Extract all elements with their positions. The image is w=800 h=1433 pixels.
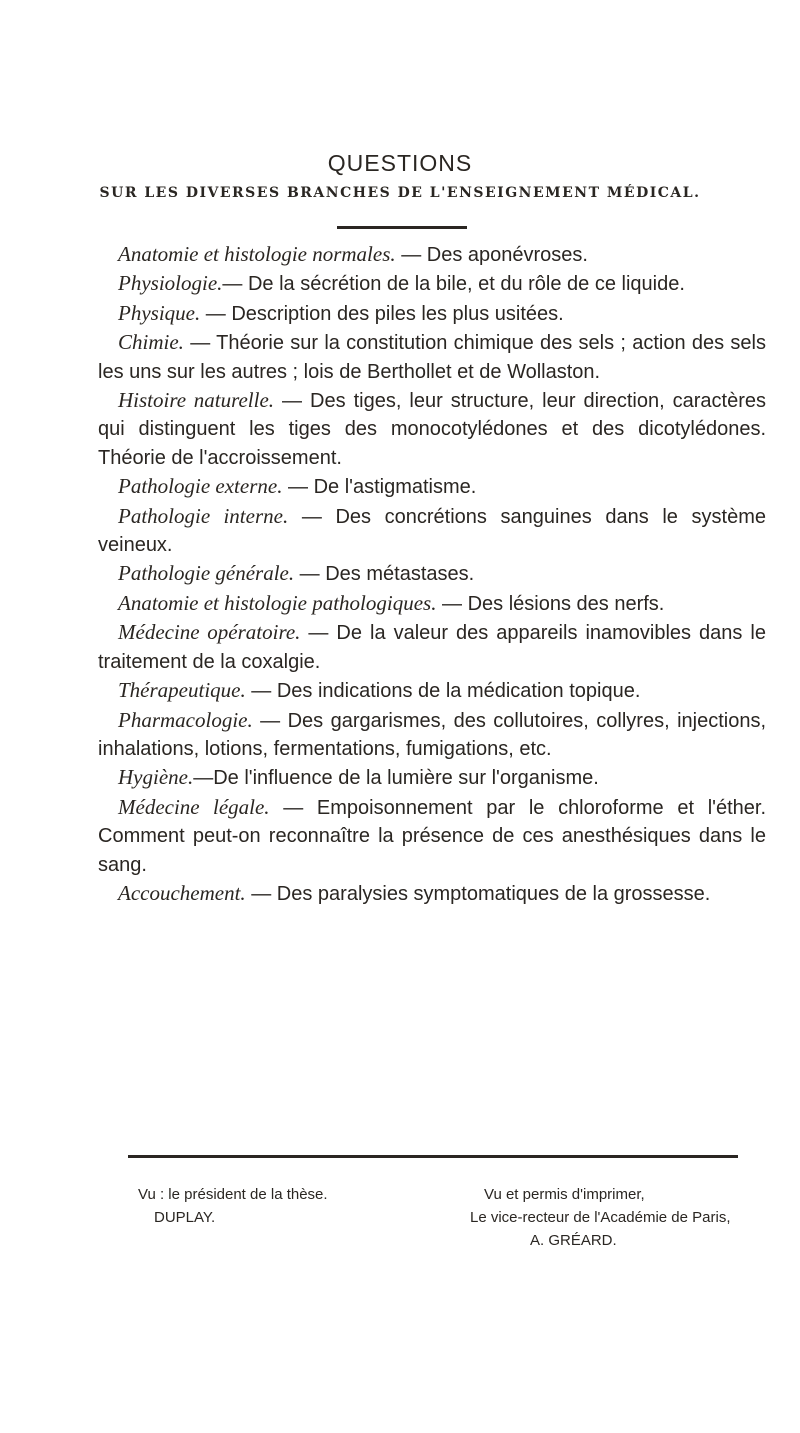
question-text: — Des aponévroses. [395, 244, 588, 266]
question-text: — Théorie sur la constitution chimique des sels ; action des sels les uns sur les autres ; lois de Berthollet et de Wollaston. [98, 332, 766, 383]
question-text: — Empoisonnement par le chloroforme et l'éther. Comment peut-on reconnaître la présence de ces anesthésiques dans le sang. [98, 796, 766, 876]
top-divider [337, 226, 467, 229]
permission-line: Vu et permis d'imprimer, [484, 1186, 645, 1203]
question-text: — Des lésions des nerfs. [436, 592, 665, 615]
question-item [98, 793, 766, 879]
question-item [98, 386, 766, 472]
vice-rector-signature: A. GRÉARD. [530, 1232, 617, 1249]
question-item [98, 240, 766, 269]
president-signature: DUPLAY. [154, 1209, 216, 1226]
question-text: — De la valeur des appareils inamovibles dans le traitement de la coxalgie. [98, 622, 766, 673]
question-topic: Médecine légale. [118, 794, 270, 819]
question-item [98, 559, 766, 588]
question-text: — Des tiges, leur structure, leur direction, caractères qui distinguent les tiges des monocotylédones et des dicotylédones. Théorie de l'accroissement. [98, 390, 767, 469]
question-topic: Médecine opératoire. [118, 620, 301, 645]
question-text: — Description des piles les plus usitées. [200, 302, 564, 325]
question-text: —De l'influence de la lumière sur l'organisme. [193, 767, 599, 790]
question-topic: Physiologie. [118, 271, 223, 296]
question-item [98, 618, 766, 676]
question-text: — Des gargarismes, des collutoires, collyres, injections, inhalations, lotions, fermentations, fumigations, etc. [98, 709, 766, 760]
print-permission [470, 1183, 770, 1252]
question-item [98, 589, 766, 618]
question-text: — De l'astigmatisme. [282, 476, 477, 499]
question-topic: Hygiène. [118, 765, 194, 790]
question-topic: Pathologie générale. [118, 561, 295, 586]
question-text: — Des paralysies symptomatiques de la grossesse. [245, 882, 711, 905]
question-item [98, 472, 766, 501]
question-topic: Anatomie et histologie pathologiques. [118, 590, 437, 615]
question-topic: Anatomie et histologie normales. [118, 242, 396, 266]
question-topic: Pathologie externe. [118, 474, 283, 499]
page-subtitle: SUR LES DIVERSES BRANCHES DE L'ENSEIGNEMENT MÉDICAL. [99, 185, 701, 201]
question-item [98, 879, 766, 908]
question-item [98, 299, 766, 328]
president-line: Vu : le président de la thèse. [138, 1186, 328, 1203]
question-text: — De la sécrétion de la bile, et du rôle de ce liquide. [222, 273, 685, 296]
question-item [98, 328, 766, 386]
questions-list [98, 240, 766, 908]
question-topic: Thérapeutique. [118, 678, 246, 703]
page-title: QUESTIONS [327, 150, 473, 176]
question-topic: Pharmacologie. [118, 707, 253, 732]
question-text: — Des concrétions sanguines dans le système veineux. [98, 505, 766, 557]
vice-rector-line: Le vice-recteur de l'Académie de Paris, [470, 1209, 731, 1226]
question-item [98, 502, 766, 560]
president-approval [138, 1183, 438, 1229]
question-text: — Des indications de la médication topique. [245, 680, 641, 703]
question-item [98, 269, 766, 298]
question-item [98, 676, 766, 705]
question-topic: Histoire naturelle. [118, 388, 275, 413]
question-item [98, 763, 766, 792]
question-text: — Des métastases. [294, 563, 475, 586]
bottom-divider [128, 1155, 738, 1158]
question-item [98, 706, 766, 764]
question-topic: Pathologie interne. [118, 503, 289, 528]
question-topic: Physique. [118, 300, 201, 325]
question-topic: Chimie. [118, 330, 184, 355]
question-topic: Accouchement. [118, 880, 246, 905]
